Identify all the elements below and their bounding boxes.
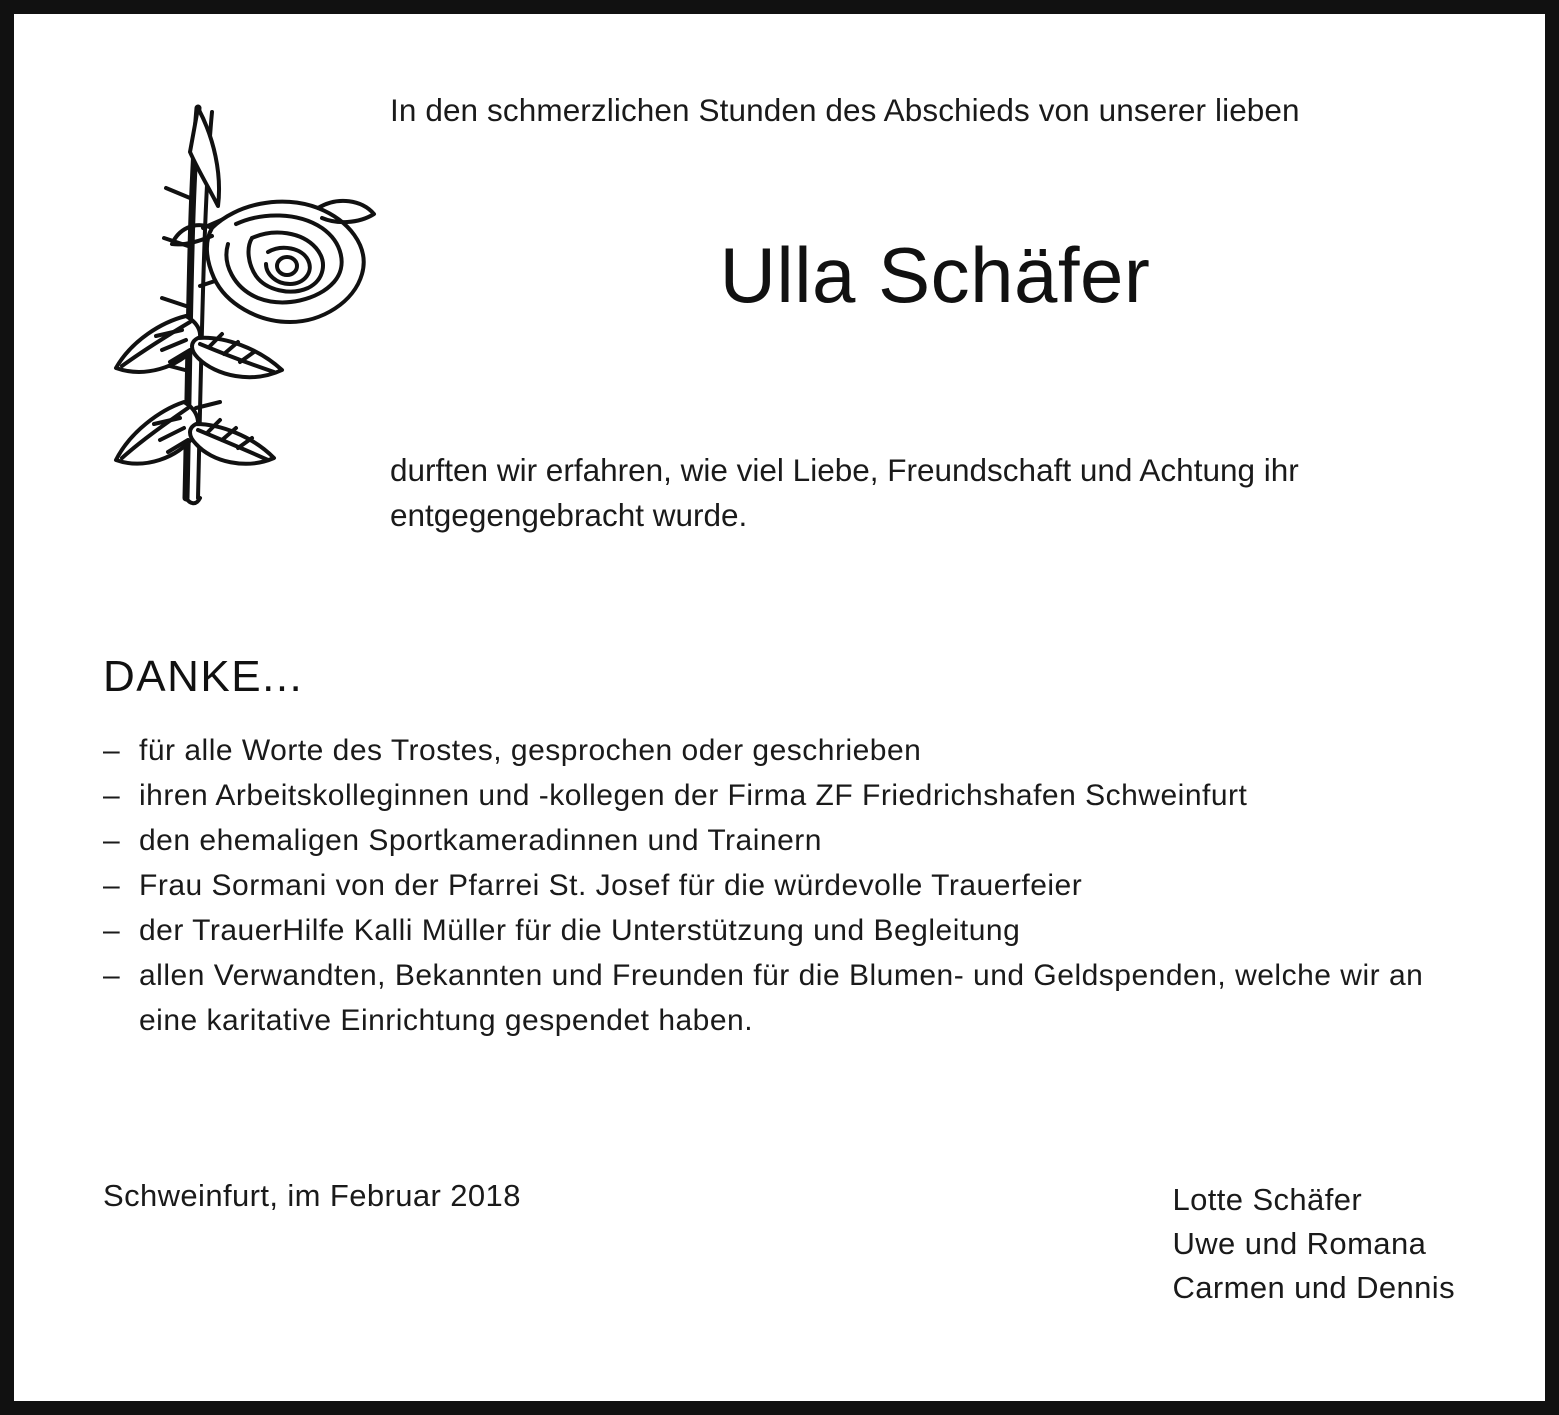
list-item (103, 728, 1473, 773)
list-item (103, 773, 1473, 818)
list-item (103, 908, 1473, 953)
place-and-date: Schweinfurt, im Februar 2018 (103, 1178, 521, 1213)
list-item (103, 863, 1473, 908)
family-member: Uwe und Romana (1172, 1226, 1427, 1262)
list-item-label: der TrauerHilfe Kalli Müller für die Unterstützung und Begleitung (139, 914, 1021, 947)
list-dash: – (103, 869, 121, 902)
rose-icon (86, 78, 386, 508)
list-dash: – (103, 914, 121, 947)
deceased-name: Ulla Schäfer (719, 231, 1151, 319)
list-item-label: Frau Sormani von der Pfarrei St. Josef für die würdevolle Trauerfeier (139, 869, 1083, 902)
list-item (103, 953, 1473, 1043)
intro-text: In den schmerzlichen Stunden des Abschieds von unserer lieben (390, 92, 1300, 128)
list-item-label: für alle Worte des Trostes, gesprochen oder geschrieben (139, 734, 922, 767)
list-item-label: allen Verwandten, Bekannten und Freunden für die Blumen- und Geldspenden, welche wir an eine karitative Einrichtung gespendet haben. (139, 959, 1424, 1037)
list-dash: – (103, 959, 121, 992)
thanks-list (103, 728, 1473, 1043)
family-member: Carmen und Dennis (1172, 1270, 1455, 1306)
body-text: durften wir erfahren, wie viel Liebe, Freundschaft und Achtung ihr entgegengebracht wurde. (390, 452, 1299, 533)
family-member: Lotte Schäfer (1172, 1182, 1363, 1217)
danke-heading: DANKE... (103, 652, 304, 701)
list-dash: – (103, 779, 121, 812)
list-item-label: ihren Arbeitskolleginnen und -kollegen der Firma ZF Friedrichshafen Schweinfurt (139, 779, 1248, 812)
list-item-label: den ehemaligen Sportkameradinnen und Trainern (139, 824, 822, 857)
family-signature (1172, 1178, 1455, 1310)
list-dash: – (103, 734, 121, 767)
list-dash: – (103, 824, 121, 857)
list-item (103, 818, 1473, 863)
